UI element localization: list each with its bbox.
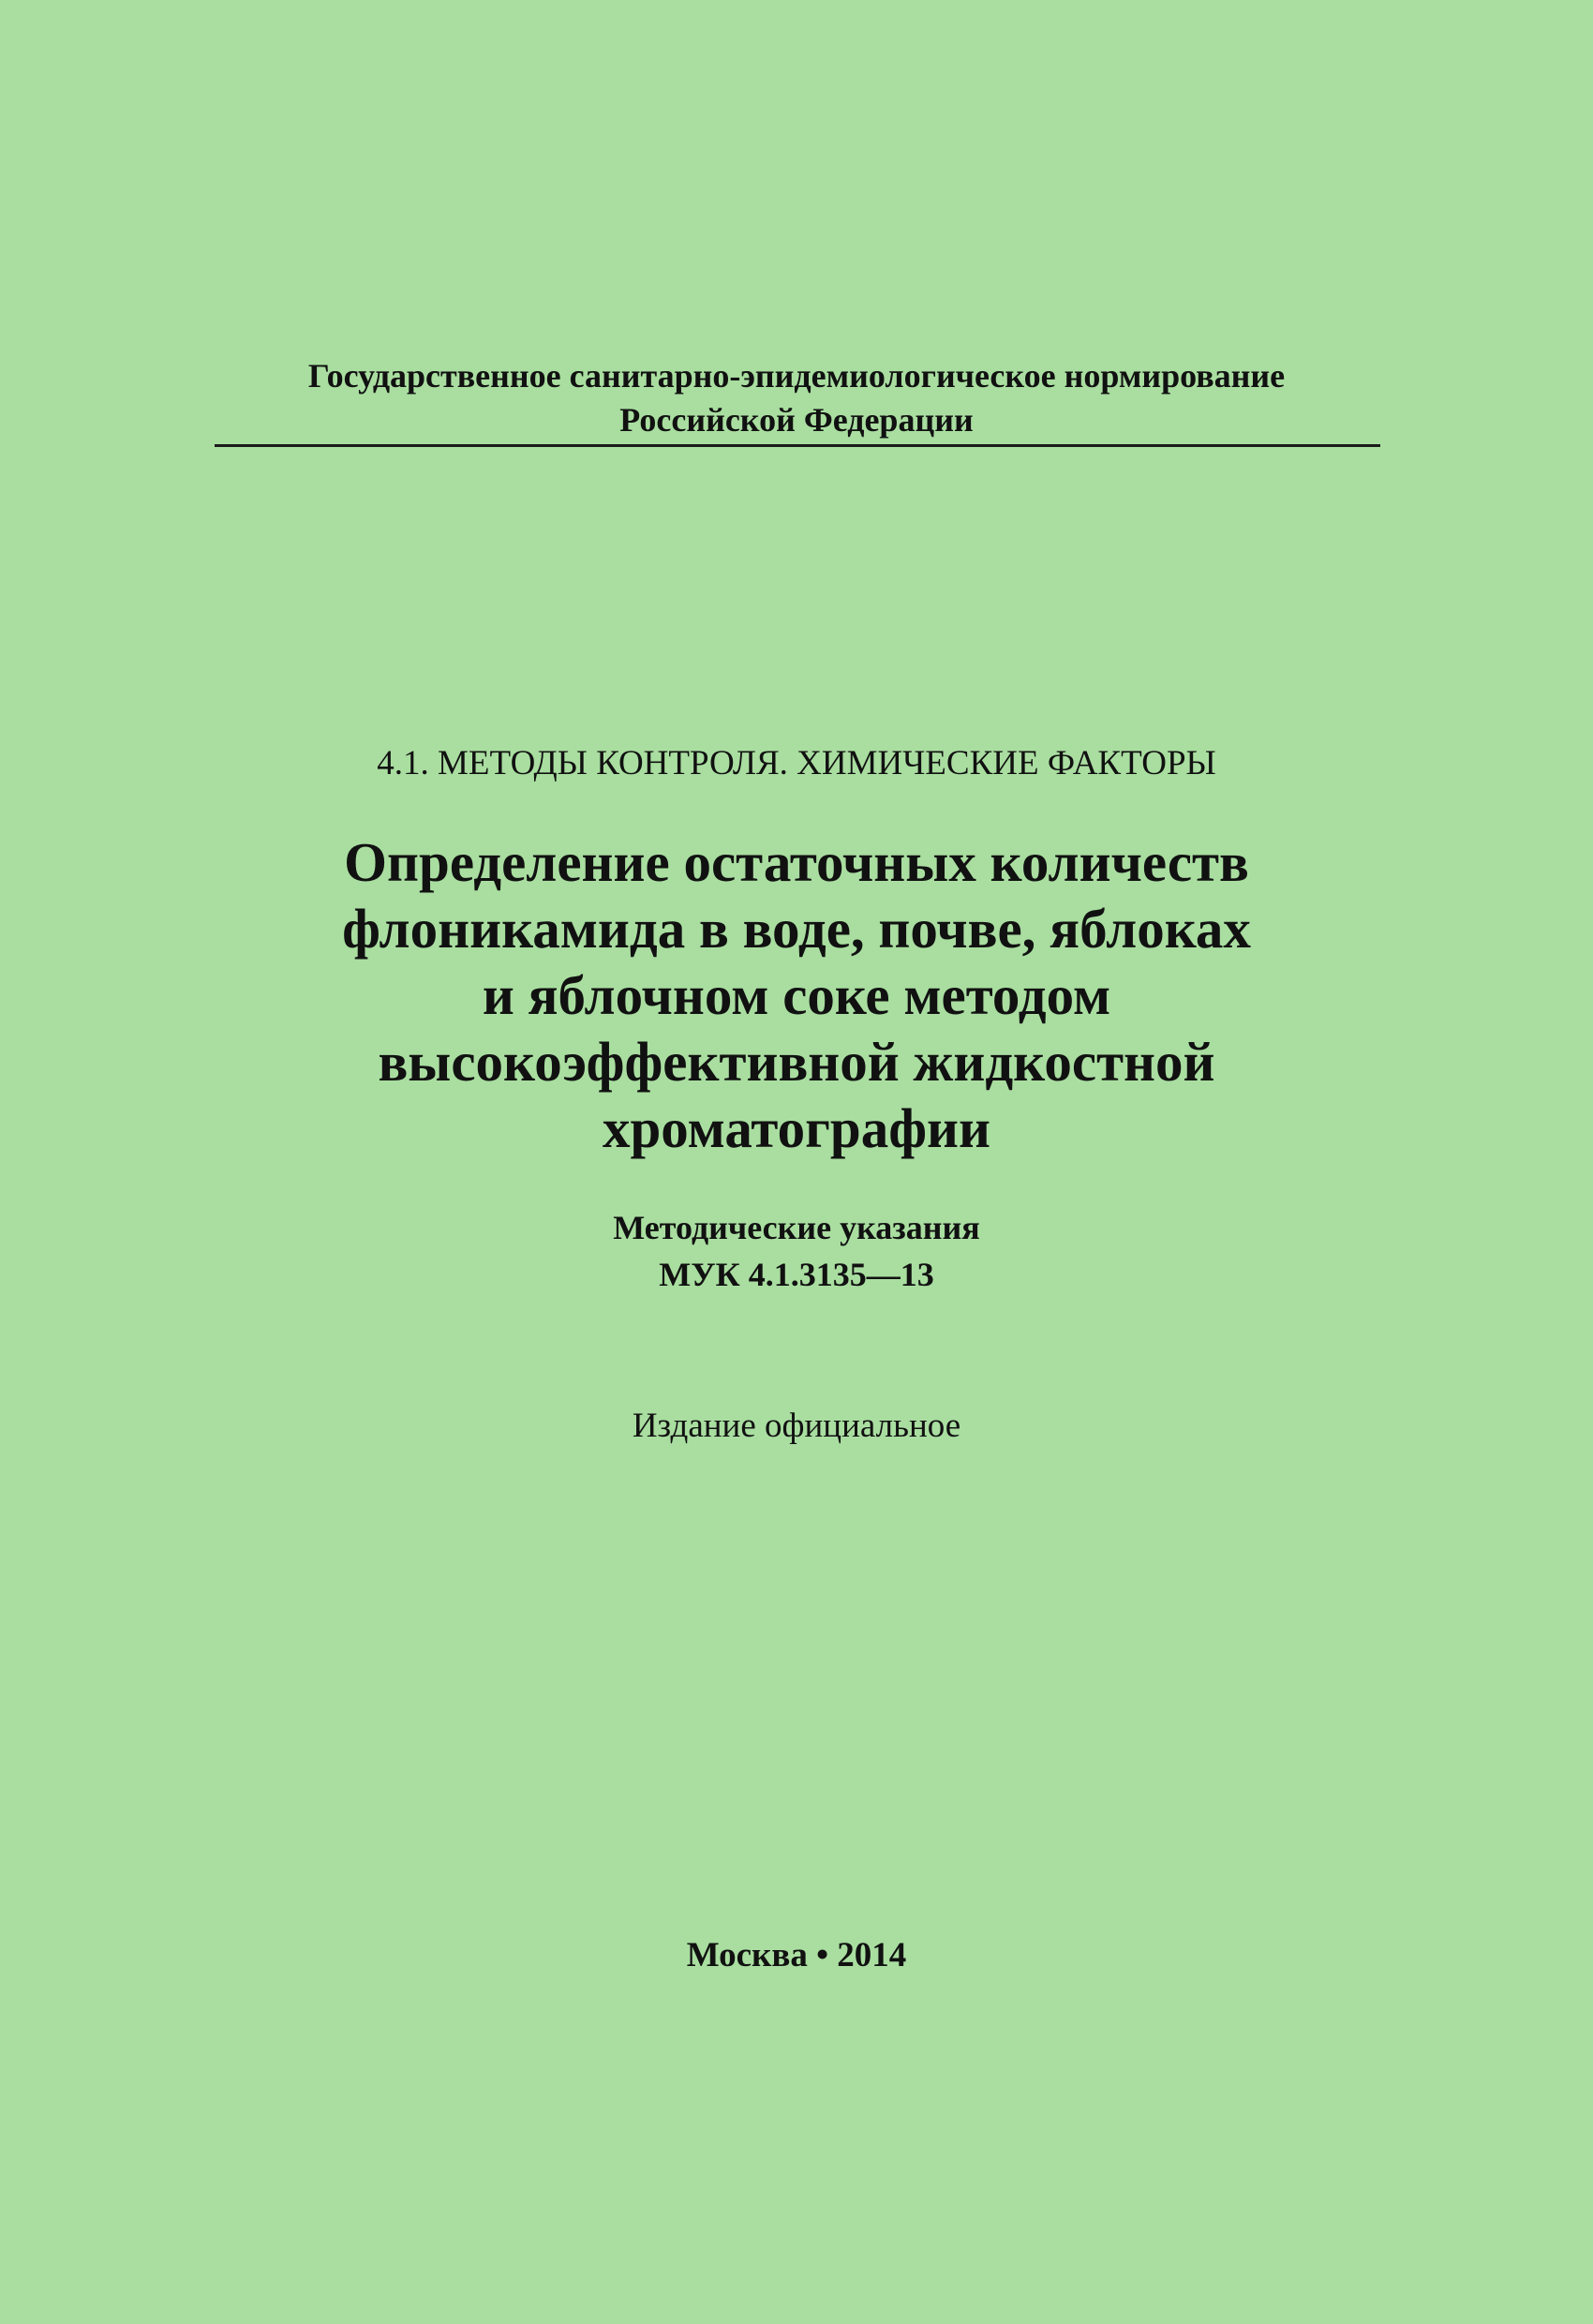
section-label: 4.1. МЕТОДЫ КОНТРОЛЯ. ХИМИЧЕСКИЕ ФАКТОРЫ bbox=[377, 744, 1216, 782]
publisher-header bbox=[0, 354, 1593, 442]
imprint-city-year: Москва • 2014 bbox=[686, 1936, 907, 1974]
title-line-5: хроматографии bbox=[602, 1097, 991, 1159]
document-subtitle bbox=[0, 1204, 1593, 1298]
publisher-header-line-1: Государственное санитарно-эпидемиологическое нормирование bbox=[307, 357, 1286, 395]
header-divider bbox=[215, 444, 1380, 447]
edition-label: Издание официальное bbox=[632, 1407, 961, 1445]
document-title bbox=[0, 829, 1593, 1162]
document-type: Методические указания bbox=[613, 1209, 980, 1246]
title-line-4: высокоэффективной жидкостной bbox=[378, 1031, 1215, 1093]
title-line-2: флоникамида в воде, почве, яблоках bbox=[342, 898, 1251, 960]
publisher-header-line-2: Российской Федерации bbox=[619, 401, 974, 439]
title-line-3: и яблочном соке методом bbox=[482, 964, 1111, 1026]
title-line-1: Определение остаточных количеств bbox=[344, 831, 1249, 893]
document-code: МУК 4.1.3135—13 bbox=[659, 1256, 934, 1293]
